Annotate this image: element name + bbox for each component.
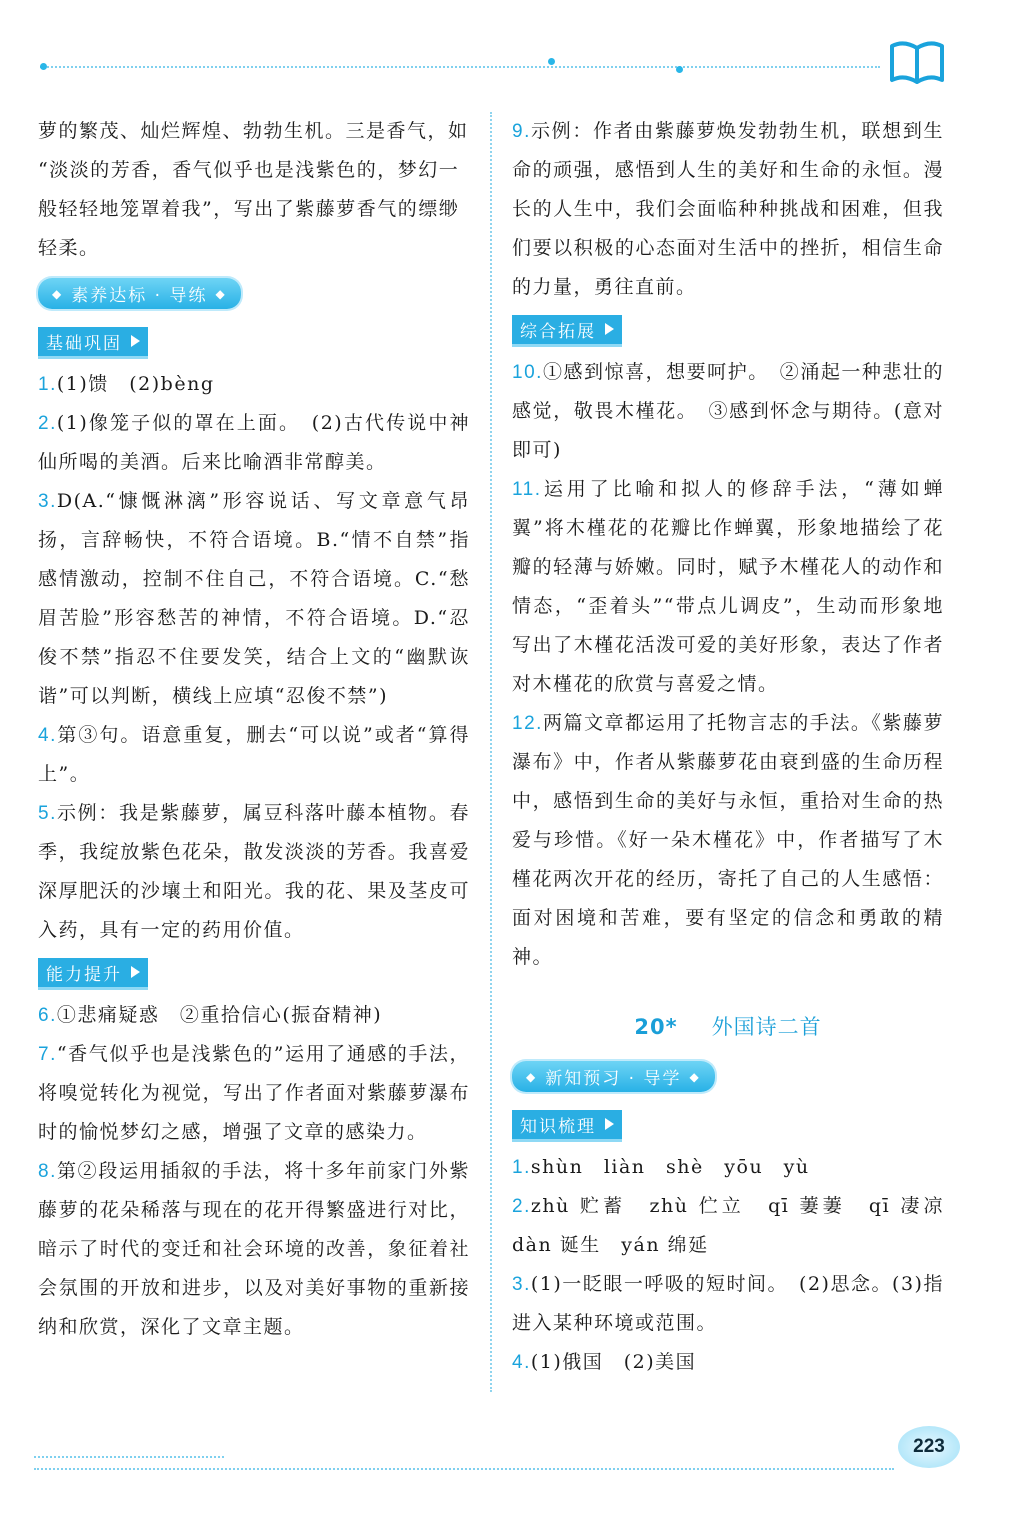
answer-item: 1.shùn liàn shè yōu yù bbox=[512, 1156, 810, 1178]
answer-item: 2.zhù 贮蓄 zhù 伫立 qī 萋萋 qī 凄凉 dàn 诞生 yán 绵延 bbox=[512, 1195, 965, 1256]
diamond-icon: ◆ bbox=[689, 1069, 701, 1084]
diamond-icon: ◆ bbox=[52, 286, 64, 301]
intro-line: 萝的繁茂、灿烂辉煌、勃勃生机。三是香气，如 bbox=[38, 120, 469, 142]
subsection-tab-extension: 综合拓展 bbox=[512, 315, 622, 347]
answer-item: 4.(1)俄国 (2)美国 bbox=[512, 1351, 697, 1373]
answer-item: 6.①悲痛疑惑 ②重拾信心(振奋精神) bbox=[38, 1004, 383, 1026]
page-number: 223 bbox=[898, 1426, 960, 1468]
header-dot bbox=[548, 58, 555, 65]
diamond-icon: ◆ bbox=[215, 286, 227, 301]
subsection-tab-knowledge: 知识梳理 bbox=[512, 1110, 622, 1142]
answer-item: 1.(1)馈 (2)bèng bbox=[38, 373, 215, 395]
answer-item: 10.①感到惊喜，想要呵护。 ②涌起一种悲壮的感觉，敬畏木槿花。 ③感到怀念与期待。(意对即可) bbox=[512, 361, 944, 461]
section-banner-practice bbox=[38, 278, 241, 309]
lesson-title bbox=[512, 1011, 944, 1041]
lesson-number: 20* bbox=[634, 1015, 678, 1039]
column-divider bbox=[490, 112, 492, 1392]
right-column bbox=[512, 112, 965, 1382]
lesson-name: 外国诗二首 bbox=[711, 1015, 822, 1039]
intro-line: “淡淡的芳香，香气似乎也是浅紫色的，梦幻一 bbox=[38, 159, 460, 181]
answer-item: 9.示例：作者由紫藤萝焕发勃勃生机，联想到生命的顽强，感悟到人生的美好和生命的永恒。漫长的人生中，我们会面临种种挑战和困难，但我们要以积极的心态面对生活中的挫折，相信生命的力量，勇往直前。 bbox=[512, 120, 944, 298]
book-icon bbox=[888, 40, 946, 86]
answer-item: 5.示例：我是紫藤萝，属豆科落叶藤本植物。春季，我绽放紫色花朵，散发淡淡的芳香。我喜爱深厚肥沃的沙壤土和阳光。我的花、果及茎皮可入药，具有一定的药用价值。 bbox=[38, 802, 470, 941]
intro-line: 般轻轻地笼罩着我”，写出了紫藤萝香气的缥缈 bbox=[38, 198, 460, 220]
banner-label: 素养达标 · 导练 bbox=[71, 286, 208, 306]
intro-line: 轻柔。 bbox=[38, 237, 100, 259]
subsection-tab-ability: 能力提升 bbox=[38, 958, 148, 990]
header-dot bbox=[676, 66, 683, 73]
answer-item: 7.“香气似乎也是浅紫色的”运用了通感的手法，将嗅觉转化为视觉，写出了作者面对紫藤萝瀑布时的愉悦梦幻之感，增强了文章的感染力。 bbox=[38, 1043, 470, 1143]
left-column bbox=[38, 112, 470, 1347]
section-banner-preview bbox=[512, 1061, 715, 1092]
header-rule bbox=[40, 66, 880, 68]
answer-item: 2.(1)像笼子似的罩在上面。 (2)古代传说中神仙所喝的美酒。后来比喻酒非常醇美。 bbox=[38, 412, 470, 473]
footer-rule bbox=[34, 1468, 894, 1470]
answer-item: 4.第③句。语意重复，删去“可以说”或者“算得上”。 bbox=[38, 724, 470, 785]
answer-item: 3.(1)一眨眼一呼吸的短时间。 (2)思念。(3)指进入某种环境或范围。 bbox=[512, 1273, 944, 1334]
answer-item: 11.运用了比喻和拟人的修辞手法，“薄如蝉翼”将木槿花的花瓣比作蝉翼，形象地描绘了花瓣的轻薄与娇嫩。同时，赋予木槿花人的动作和情态，“歪着头”“带点儿调皮”，生动而形象地写出了木槿花活泼可爱的美好形象，表达了作者对木槿花的欣赏与喜爱之情。 bbox=[512, 478, 944, 695]
banner-label: 新知预习 · 导学 bbox=[545, 1069, 682, 1089]
answer-item: 3.D(A.“慷慨淋漓”形容说话、写文章意气昂扬，言辞畅快，不符合语境。B.“情不自禁”指感情激动，控制不住自己，不符合语境。C.“愁眉苦脸”形容愁苦的神情，不符合语境。D.“忍俊不禁”指忍不住要发笑，结合上文的“幽默诙谐”可以判断，横线上应填“忍俊不禁”) bbox=[38, 490, 470, 707]
answer-item: 8.第②段运用插叙的手法，将十多年前家门外紫藤萝的花朵稀落与现在的花开得繁盛进行对比，暗示了时代的变迁和社会环境的改善，象征着社会氛围的开放和进步，以及对美好事物的重新接纳和欣赏，深化了文章主题。 bbox=[38, 1160, 470, 1338]
header-dot bbox=[40, 63, 47, 70]
diamond-icon: ◆ bbox=[526, 1069, 538, 1084]
answer-item: 12.两篇文章都运用了托物言志的手法。《紫藤萝瀑布》中，作者从紫藤萝花由衰到盛的生命历程中，感悟到生命的美好与永恒，重拾对生命的热爱与珍惜。《好一朵木槿花》中，作者描写了木槿花两次开花的经历，寄托了自己的人生感悟：面对困境和苦难，要有坚定的信念和勇敢的精神。 bbox=[512, 712, 944, 968]
footer-rule bbox=[34, 1456, 224, 1458]
subsection-tab-basics: 基础巩固 bbox=[38, 327, 148, 359]
